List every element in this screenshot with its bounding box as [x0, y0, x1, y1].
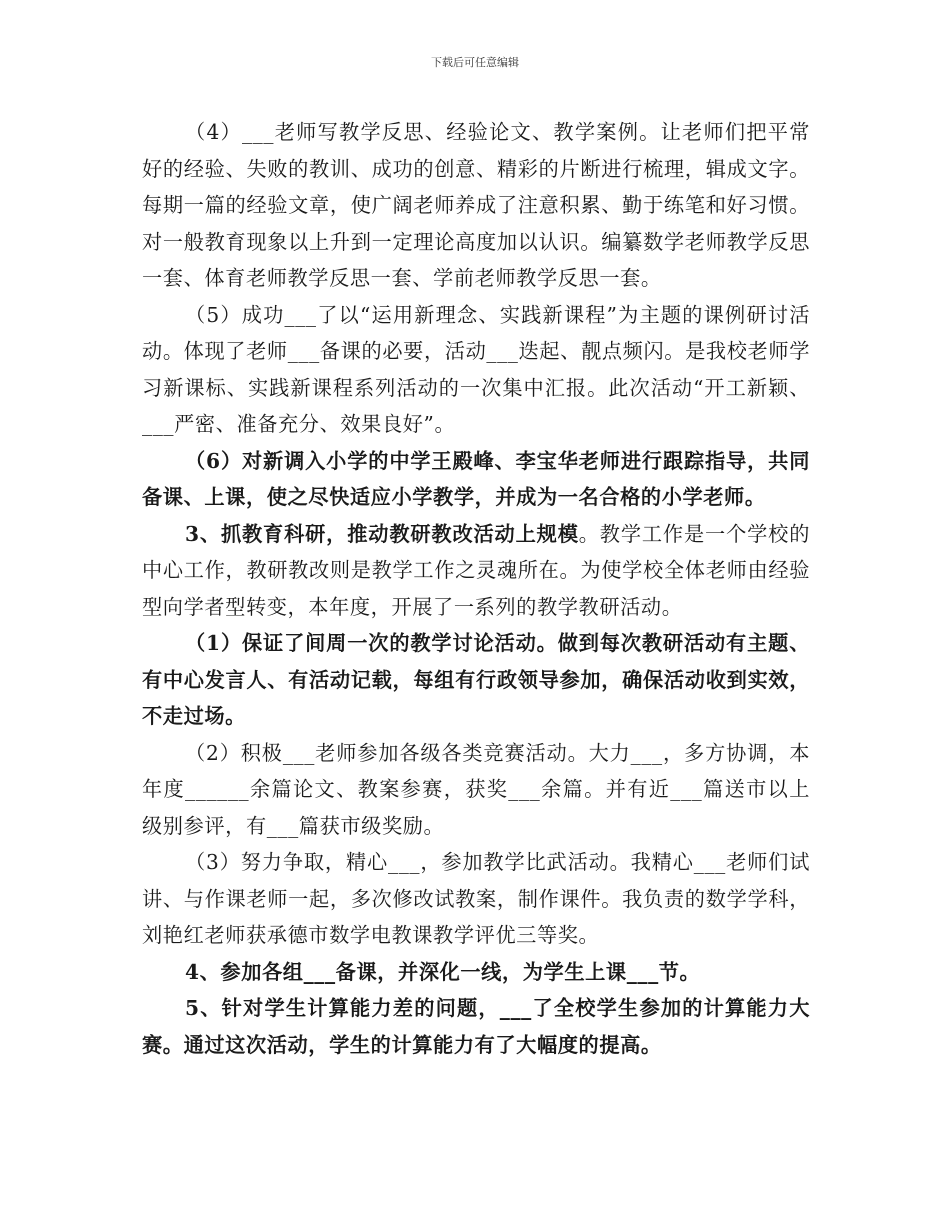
paragraph-6-guidance: （6）对新调入小学的中学王殿峰、李宝华老师进行跟踪指导，共同备课、上课，使之尽快适应小学教学，并成为一名合格的小学老师。	[142, 448, 810, 509]
document-body	[142, 114, 810, 1063]
paragraph-5-lesson-study: （5）成功___了以“运用新理念、实践新课程”为主题的课例研讨活动。体现了老师___备课的必要，活动___迭起、靓点频闪。是我校老师学习新课标、实践新课程系列活动的一次集中汇报。此次活动“开工新颖、___严密、准备充分、效果良好”。	[142, 302, 810, 436]
paragraph-section-5: 5、针对学生计算能力差的问题，___了全校学生参加的计算能力大赛。通过这次活动，学生的计算能力有了大幅度的提高。	[142, 996, 810, 1057]
paragraph-4-reflection: （4）___老师写教学反思、经验论文、教学案例。让老师们把平常好的经验、失败的教训、成功的创意、精彩的片断进行梳理，辑成文字。每期一篇的经验文章，使广阔老师养成了注意积累、勤于练笔和好习惯。对一般教育现象以上升到一定理论高度加以认识。编纂数学老师教学反思一套、体育老师教学反思一套、学前老师教学反思一套。	[142, 120, 810, 290]
paragraph-section-3-research	[142, 516, 810, 626]
page-header: 下载后可任意编辑	[431, 56, 519, 69]
paragraph-3-teaching-contest: （3）努力争取，精心___，参加教学比武活动。我精心___老师们试讲、与作课老师一起，多次修改试教案，制作课件。我负责的数学学科，刘艳红老师获承德市数学电教课教学评优三等奖。	[142, 850, 810, 947]
section-3-heading: 3、抓教育科研，推动教研教改活动上规模	[185, 521, 579, 546]
paragraph-section-4: 4、参加各组___备课，并深化一线，为学生上课___节。	[185, 959, 701, 984]
paragraph-1-discussion: （1）保证了间周一次的教学讨论活动。做到每次教研活动有主题、有中心发言人、有活动记载，每组有行政领导参加，确保活动收到实效，不走过场。	[142, 631, 810, 728]
paragraph-2-competitions: （2）积极___老师参加各级各类竞赛活动。大力___，多方协调，本年度______余篇论文、教案参赛，获奖___余篇。并有近___篇送市以上级别参评，有___篇获市级奖励。	[142, 740, 810, 838]
section-3-body: 。教学工作是一个学校的中心工作，教研教改则是教学工作之灵魂所在。为使学校全体老师由经验型向学者型转变，本年度，开展了一系列的教学教研活动。	[142, 521, 811, 619]
